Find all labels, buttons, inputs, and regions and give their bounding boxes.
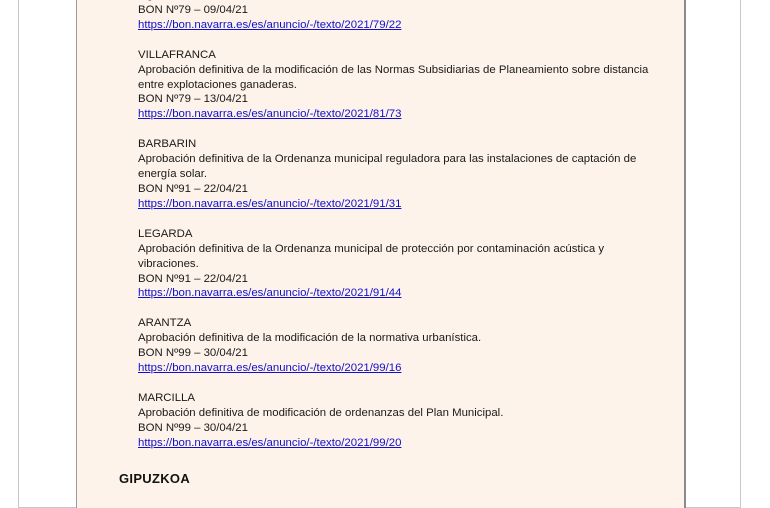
entry-arantza [138, 316, 698, 376]
entry-description-line: Aprobación definitiva de la Ordenanza municipal de protección por contaminación acústica y [138, 242, 605, 255]
entry-marcilla [138, 391, 698, 451]
entry-link[interactable]: https://bon.navarra.es/es/anuncio/-/texto/2021/91/31 [138, 197, 402, 210]
entry-description-line: Aprobación definitiva de modificación de ordenanzas del Plan Municipal. [138, 406, 504, 419]
entry-link[interactable]: https://bon.navarra.es/es/anuncio/-/texto/2021/91/44 [138, 287, 402, 300]
entry-barbarin [138, 137, 698, 212]
entry-villafranca [138, 48, 698, 123]
entry-town: MARCILLA [138, 391, 195, 404]
entry-description-line: energía solar. [138, 168, 208, 181]
entry-bon-reference: BON Nº99 – 30/04/21 [138, 421, 248, 434]
entry-link[interactable]: https://bon.navarra.es/es/anuncio/-/texto/2021/99/16 [138, 362, 402, 375]
entry-description-line: Aprobación definitiva de la modificación de las Normas Subsidiarias de Planeamiento sobre distancia [138, 63, 649, 76]
entry-description-line: entre explotaciones ganaderas. [138, 78, 297, 91]
entry-top-fragment [138, 0, 698, 33]
entry-link[interactable]: https://bon.navarra.es/es/anuncio/-/texto/2021/99/20 [138, 436, 402, 449]
document-page [76, 0, 686, 508]
entry-bon-reference: BON Nº79 – 09/04/21 [138, 3, 248, 16]
entry-legarda [138, 227, 698, 302]
entry-description-line: vibraciones. [138, 257, 199, 270]
document-content [138, 0, 698, 466]
entry-description-line: Aprobación definitiva de la modificación de la normativa urbanística. [138, 332, 482, 345]
entry-town: ARANTZA [138, 317, 192, 330]
entry-link[interactable]: https://bon.navarra.es/es/anuncio/-/texto/2021/81/73 [138, 108, 402, 121]
entry-town: VILLAFRANCA [138, 48, 216, 61]
entry-bon-reference: BON Nº91 – 22/04/21 [138, 182, 248, 195]
entry-description-line: Aprobación definitiva de la Ordenanza municipal reguladora para las instalaciones de captación de [138, 153, 637, 166]
entry-link[interactable]: https://bon.navarra.es/es/anuncio/-/texto/2021/79/22 [138, 18, 402, 31]
entry-bon-reference: BON Nº79 – 13/04/21 [138, 93, 248, 106]
entry-bon-reference: BON Nº91 – 22/04/21 [138, 272, 248, 285]
section-heading-gipuzkoa: GIPUZKOA [119, 471, 191, 486]
entry-bon-reference: BON Nº99 – 30/04/21 [138, 347, 248, 360]
entry-town: BARBARIN [138, 138, 197, 151]
entry-town: LEGARDA [138, 227, 193, 240]
